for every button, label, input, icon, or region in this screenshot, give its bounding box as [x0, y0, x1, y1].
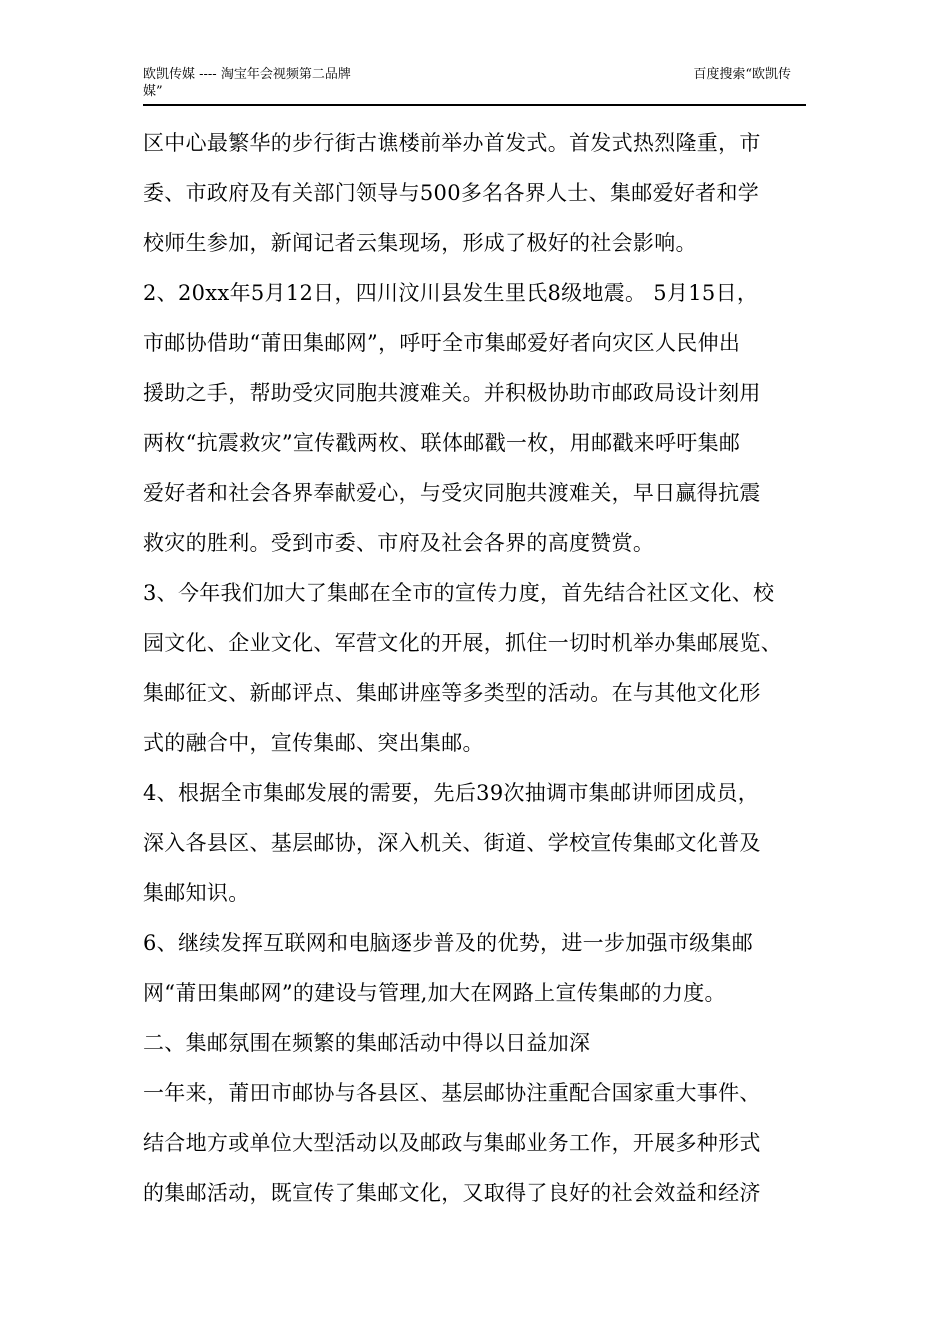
paragraph-line: 深入各县区、基层邮协，深入机关、街道、学校宣传集邮文化普及 [143, 831, 761, 855]
paragraph-line: 一年来，莆田市邮协与各县区、基层邮协注重配合国家重大事件、 [143, 1081, 761, 1105]
paragraph-line: 结合地方或单位大型活动以及邮政与集邮业务工作，开展多种形式 [143, 1131, 761, 1155]
paragraph-line: 网“莆田集邮网”的建设与管理,加大在网路上宣传集邮的力度。 [143, 981, 726, 1005]
paragraph-line: 2、20xx年5月12日，四川汶川县发生里氏8级地震。 5月15日， [143, 281, 759, 305]
section-heading: 二、集邮氛围在频繁的集邮活动中得以日益加深 [143, 1031, 591, 1055]
paragraph-line: 集邮征文、新邮评点、集邮讲座等多类型的活动。在与其他文化形 [143, 681, 761, 705]
paragraph-line: 救灾的胜利。受到市委、市府及社会各界的高度赞赏。 [143, 531, 655, 555]
paragraph-line: 4、根据全市集邮发展的需要，先后39次抽调市集邮讲师团成员， [143, 781, 760, 805]
paragraph-line: 6、继续发挥互联网和电脑逐步普及的优势，进一步加强市级集邮 [143, 931, 754, 955]
paragraph-line: 委、市政府及有关部门领导与500多名各界人士、集邮爱好者和学 [143, 181, 760, 205]
document-body [143, 118, 813, 1218]
paragraph-line: 集邮知识。 [143, 881, 250, 905]
paragraph-line: 爱好者和社会各界奉献爱心，与受灾同胞共渡难关，早日赢得抗震 [143, 481, 761, 505]
paragraph-line: 3、今年我们加大了集邮在全市的宣传力度，首先结合社区文化、校 [143, 581, 775, 605]
paragraph-line: 区中心最繁华的步行街古谯楼前举办首发式。首发式热烈隆重，市 [143, 131, 761, 155]
header-left-line2: 媒” [143, 84, 163, 99]
paragraph-line: 园文化、企业文化、军营文化的开展，抓住一切时机举办集邮展览、 [143, 631, 782, 655]
paragraph-line: 两枚“抗震救灾”宣传戳两枚、联体邮戳一枚，用邮戳来呼吁集邮 [143, 431, 741, 455]
page-header [143, 66, 806, 106]
header-left-line1: 欧凯传媒 ---- 淘宝年会视频第二品牌 [143, 67, 351, 82]
paragraph-line: 援助之手，帮助受灾同胞共渡难关。并积极协助市邮政局设计刻用 [143, 381, 761, 405]
paragraph-line: 式的融合中，宣传集邮、突出集邮。 [143, 731, 484, 755]
header-right: 百度搜索“欧凯传 [693, 67, 791, 82]
header-left [143, 66, 383, 100]
paragraph-line: 校师生参加，新闻记者云集现场，形成了极好的社会影响。 [143, 231, 697, 255]
paragraph-line: 的集邮活动，既宣传了集邮文化，又取得了良好的社会效益和经济 [143, 1181, 761, 1205]
paragraph-line: 市邮协借助“莆田集邮网”，呼吁全市集邮爱好者向灾区人民伸出 [143, 331, 741, 355]
